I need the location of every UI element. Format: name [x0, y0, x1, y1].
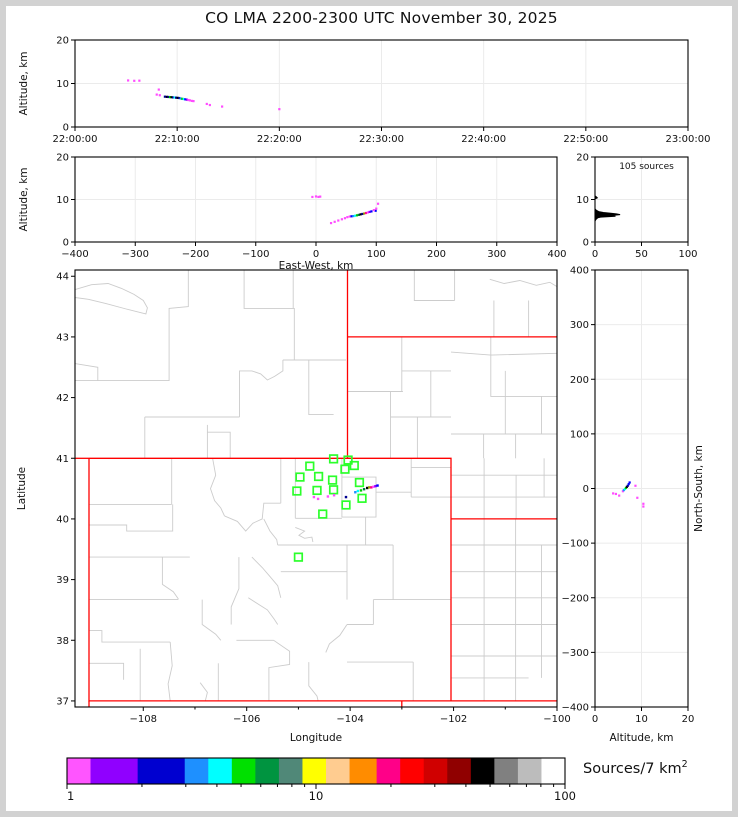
ew-height-panel — [18, 153, 567, 273]
svg-text:400: 400 — [569, 265, 589, 277]
svg-text:23:00:00: 23:00:00 — [665, 134, 711, 145]
svg-text:22:30:00: 22:30:00 — [359, 134, 404, 145]
svg-text:0: 0 — [582, 484, 589, 495]
svg-text:22:40:00: 22:40:00 — [461, 134, 507, 145]
colorbar — [67, 758, 576, 803]
svg-text:North-South, km: North-South, km — [693, 445, 705, 532]
colorbar-segment — [232, 758, 256, 784]
svg-text:Altitude, km: Altitude, km — [18, 51, 30, 116]
svg-text:0: 0 — [312, 249, 320, 260]
colorbar-segment — [67, 758, 91, 784]
svg-text:−400: −400 — [561, 702, 589, 714]
source-histogram-panel — [576, 153, 697, 261]
svg-text:22:50:00: 22:50:00 — [563, 134, 609, 145]
colorbar-segment — [279, 758, 303, 784]
svg-text:40: 40 — [56, 514, 69, 526]
svg-text:200: 200 — [569, 374, 589, 386]
colorbar-segment — [255, 758, 279, 784]
svg-text:Latitude: Latitude — [16, 466, 28, 511]
svg-text:100: 100 — [569, 429, 589, 441]
svg-text:10: 10 — [576, 195, 589, 206]
colorbar-segment — [424, 758, 448, 784]
svg-text:10: 10 — [56, 79, 69, 90]
station-marker — [313, 487, 321, 495]
svg-text:−104: −104 — [336, 714, 364, 725]
colorbar-segment — [326, 758, 350, 784]
svg-text:41: 41 — [56, 453, 69, 465]
colorbar-segment — [350, 758, 378, 784]
map-sources — [313, 484, 379, 500]
colorbar-tick-label: 10 — [308, 789, 324, 803]
colorbar-segment — [208, 758, 232, 784]
svg-text:400: 400 — [547, 249, 567, 260]
svg-text:39: 39 — [56, 575, 69, 587]
svg-text:−100: −100 — [242, 249, 270, 260]
svg-text:−102: −102 — [439, 714, 468, 725]
station-marker — [342, 501, 350, 509]
svg-text:−106: −106 — [232, 714, 261, 725]
svg-text:Altitude, km: Altitude, km — [18, 167, 30, 232]
map-panel — [16, 270, 571, 744]
colorbar-segment — [400, 758, 424, 784]
figure-title: CO LMA 2200-2300 UTC November 30, 2025 — [205, 9, 558, 27]
svg-text:0: 0 — [591, 714, 599, 725]
svg-text:Altitude, km: Altitude, km — [609, 732, 674, 744]
svg-text:50: 50 — [635, 249, 648, 260]
time-height-panel — [18, 36, 710, 146]
svg-text:−100: −100 — [561, 538, 589, 550]
svg-text:22:00:00: 22:00:00 — [52, 134, 98, 145]
svg-text:−100: −100 — [543, 714, 571, 725]
svg-text:−300: −300 — [561, 647, 589, 659]
state-borders — [75, 270, 557, 707]
svg-text:20: 20 — [56, 35, 69, 47]
svg-text:38: 38 — [56, 635, 69, 647]
source-count-annotation: 105 sources — [619, 162, 674, 172]
station-marker — [319, 510, 327, 518]
colorbar-segment — [185, 758, 209, 784]
svg-text:0: 0 — [582, 237, 589, 249]
colorbar-segment — [518, 758, 542, 784]
svg-text:0: 0 — [62, 122, 69, 134]
county-borders — [75, 270, 557, 701]
station-marker — [329, 476, 337, 484]
colorbar-segment — [447, 758, 471, 784]
station-marker — [358, 494, 366, 502]
colorbar-segment — [541, 758, 565, 784]
colorbar-segment — [494, 758, 518, 784]
svg-text:44: 44 — [56, 271, 69, 283]
colorbar-segment — [377, 758, 401, 784]
svg-text:20: 20 — [56, 152, 69, 164]
svg-text:22:20:00: 22:20:00 — [256, 134, 302, 145]
svg-text:20: 20 — [681, 714, 695, 725]
svg-text:Longitude: Longitude — [289, 732, 343, 744]
svg-text:42: 42 — [56, 393, 69, 405]
station-marker — [293, 487, 301, 495]
svg-text:0: 0 — [62, 237, 69, 249]
svg-text:−108: −108 — [129, 714, 158, 725]
svg-text:22:10:00: 22:10:00 — [154, 134, 200, 145]
svg-text:100: 100 — [366, 249, 386, 260]
station-marker — [356, 479, 364, 487]
svg-text:East-West, km: East-West, km — [278, 260, 354, 272]
colorbar-label — [583, 759, 688, 777]
colorbar-segment — [91, 758, 139, 784]
svg-text:100: 100 — [678, 249, 698, 260]
svg-text:0: 0 — [591, 249, 599, 260]
station-marker — [306, 462, 314, 470]
altitude-histogram — [595, 196, 597, 199]
station-marker — [315, 473, 323, 481]
svg-text:10: 10 — [635, 714, 648, 725]
svg-text:200: 200 — [426, 249, 447, 260]
svg-text:300: 300 — [487, 249, 507, 260]
station-marker — [296, 473, 304, 481]
colorbar-segment — [471, 758, 495, 784]
colorbar-tick-label: 1 — [67, 789, 75, 803]
altitude-histogram — [595, 209, 620, 221]
colorbar-label-sup: 2 — [681, 759, 688, 770]
svg-text:37: 37 — [56, 696, 69, 708]
svg-text:300: 300 — [569, 320, 589, 332]
colorbar-segment — [302, 758, 326, 784]
station-marker — [330, 486, 338, 494]
svg-text:20: 20 — [576, 152, 589, 164]
svg-text:10: 10 — [56, 195, 69, 206]
colorbar-tick-label: 100 — [554, 789, 576, 803]
colorbar-segment — [138, 758, 186, 784]
svg-text:−200: −200 — [181, 249, 210, 260]
station-marker — [295, 553, 303, 561]
svg-text:−400: −400 — [61, 249, 89, 260]
colorbar-label-text: Sources/7 km — [583, 760, 682, 777]
svg-text:43: 43 — [56, 332, 69, 344]
svg-text:−200: −200 — [561, 593, 589, 605]
ns-height-panel — [562, 266, 705, 745]
svg-text:−300: −300 — [121, 249, 149, 260]
